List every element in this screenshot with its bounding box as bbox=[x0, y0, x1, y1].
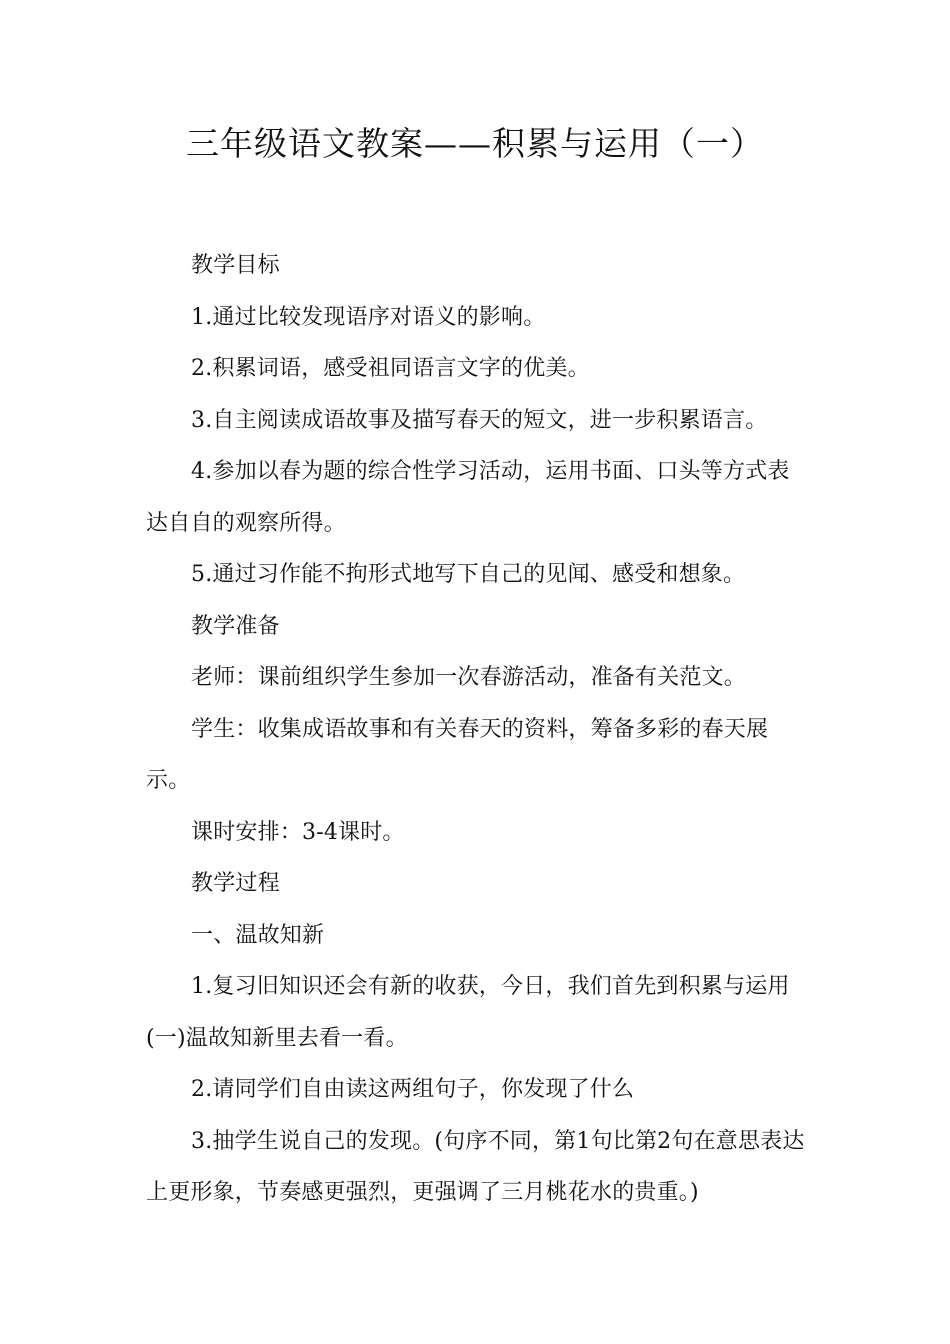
process-step-heading: 一、温故知新 bbox=[191, 922, 325, 948]
document-title: 三年级语文教案——积累与运用（一） bbox=[186, 124, 764, 163]
preparation-teacher: 老师：课前组织学生参加一次春游活动，准备有关范文。 bbox=[191, 665, 747, 690]
process-item-2: 2.请同学们自由读这两组句子，你发现了什么 bbox=[191, 1077, 635, 1102]
objective-item-3: 3.自主阅读成语故事及描写春天的短文，进一步积累语言。 bbox=[191, 407, 768, 433]
section-heading-process: 教学过程 bbox=[191, 871, 280, 896]
preparation-student: 学生：收集成语故事和有关春天的资料，筹备多彩的春天展示。 bbox=[146, 716, 769, 793]
objective-item-5: 5.通过习作能不拘形式地写下自己的见闻、感受和想象。 bbox=[191, 562, 746, 587]
section-heading-objectives: 教学目标 bbox=[191, 253, 280, 278]
section-heading-preparation: 教学准备 bbox=[191, 613, 280, 639]
objective-item-4: 4.参加以春为题的综合性学习活动，运用书面、口头等方式表达自自的观察所得。 bbox=[146, 459, 790, 536]
process-item-3: 3.抽学生说自己的发现。(句序不同，第1句比第2句在意思表达上更形象，节奏感更强烈，更强调了三月桃花水的贵重。) bbox=[146, 1128, 805, 1205]
process-item-1: 1.复习旧知识还会有新的收获，今日，我们首先到积累与运用(一)温故知新里去看一看。 bbox=[146, 974, 790, 1051]
objective-item-1: 1.通过比较发现语序对语义的影响。 bbox=[191, 304, 546, 330]
schedule-text: 课时安排：3-4课时。 bbox=[191, 819, 405, 845]
objective-item-2: 2.积累词语，感受祖同语言文字的优美。 bbox=[191, 356, 590, 381]
document-body bbox=[146, 240, 806, 1219]
